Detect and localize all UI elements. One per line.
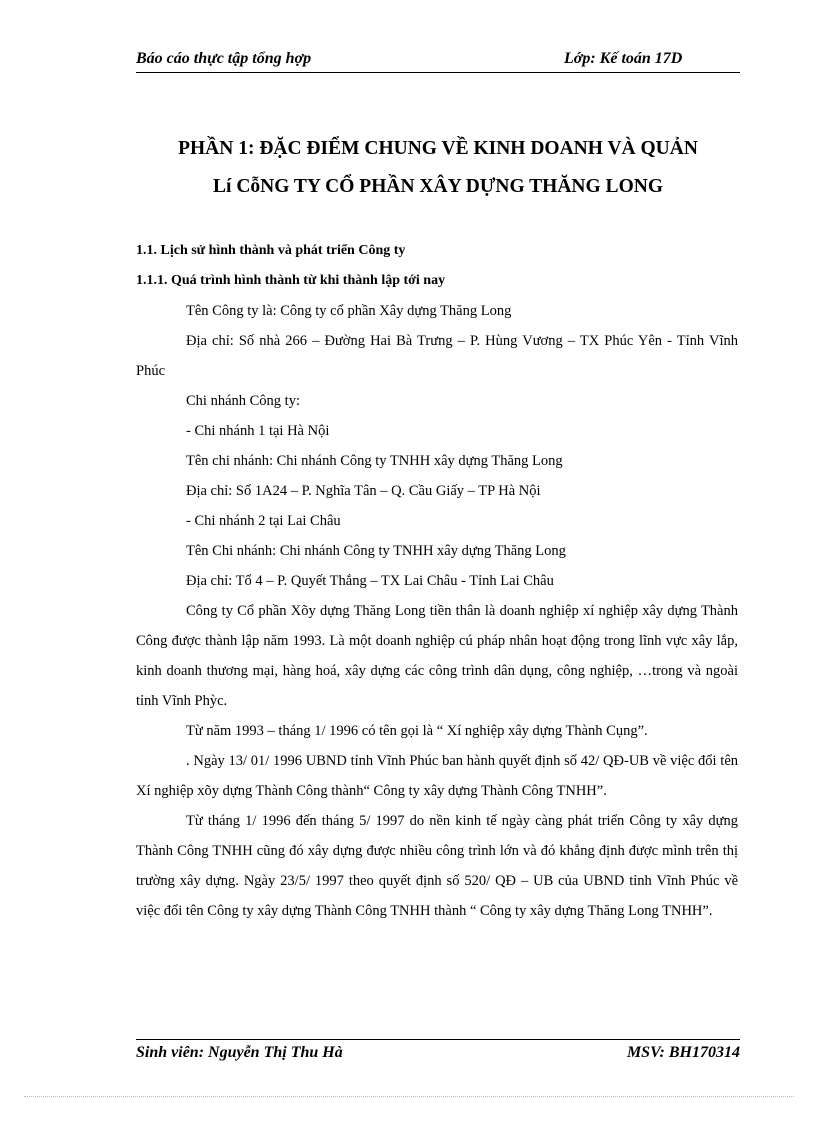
paragraph: Tên Chi nhánh: Chi nhánh Công ty TNHH xây dựng Thăng Long xyxy=(186,543,566,559)
page-boundary xyxy=(24,1096,794,1097)
paragraph: Địa chỉ: Số 1A24 – P. Nghĩa Tân – Q. Cầu Giấy – TP Hà Nội xyxy=(186,483,541,499)
subsection-heading: 1.1.1. Quá trình hình thành từ khi thành lập tới nay xyxy=(136,273,446,288)
section-heading: 1.1. Lịch sử hình thành và phát triển Công ty xyxy=(136,243,406,258)
header-report-title: Báo cáo thực tập tổng hợp xyxy=(136,50,312,67)
chapter-title-line-1: PHẦN 1: ĐẶC ĐIỂM CHUNG VỀ KINH DOANH VÀ QUẢN xyxy=(178,138,698,159)
paragraph: Từ tháng 1/ 1996 đến tháng 5/ 1997 do nền kinh tế ngày càng phát triển Công ty xây dựng Thành Công TNHH cũng đó xây dựng được nhiều công trình lớn và đó khẳng định được mình trên thị trường xây dựng. Ngày 23/5/ 1997 theo quyết định số 520/ QĐ – UB của UBND tỉnh Vĩnh Phúc về việc đổi tên Công ty xây dựng Thành Công TNHH thành “ Công ty xây dựng Thăng Long TNHH”. xyxy=(136,813,738,919)
document-body xyxy=(136,236,738,926)
page-header xyxy=(136,50,740,72)
paragraph: Địa chỉ: Tổ 4 – P. Quyết Thắng – TX Lai Châu - Tỉnh Lai Châu xyxy=(186,573,554,589)
paragraph: Chi nhánh Công ty: xyxy=(186,393,300,409)
paragraph: Tên chi nhánh: Chi nhánh Công ty TNHH xây dựng Thăng Long xyxy=(186,453,563,469)
page-footer xyxy=(136,1044,740,1066)
footer-student-name: Sinh viên: Nguyễn Thị Thu Hà xyxy=(136,1044,343,1061)
paragraph: - Chi nhánh 1 tại Hà Nội xyxy=(186,423,330,439)
footer-student-id: MSV: BH170314 xyxy=(626,1044,740,1061)
header-rule xyxy=(136,72,740,73)
paragraph: Từ năm 1993 – tháng 1/ 1996 có tên gọi là “ Xí nghiệp xây dựng Thành Cụng”. xyxy=(186,723,648,739)
chapter-title-line-2: Lí CỗNG TY CỔ PHẦN XÂY DỰNG THĂNG LONG xyxy=(213,176,663,197)
paragraph: Tên Công ty là: Công ty cổ phần Xây dựng Thăng Long xyxy=(186,303,512,319)
footer-rule xyxy=(136,1039,740,1040)
paragraph: - Chi nhánh 2 tại Lai Châu xyxy=(186,513,341,529)
header-class: Lớp: Kế toán 17D xyxy=(564,50,683,67)
paragraph: . Ngày 13/ 01/ 1996 UBND tỉnh Vĩnh Phúc ban hành quyết định số 42/ QĐ-UB về việc đổi tên Xí nghiệp xõy dựng Thành Công thành“ Công ty xây dựng Thành Công TNHH”. xyxy=(136,753,738,799)
chapter-title xyxy=(136,130,740,206)
paragraph: Địa chỉ: Số nhà 266 – Đường Hai Bà Trưng – P. Hùng Vương – TX Phúc Yên - Tỉnh Vĩnh Phúc xyxy=(136,333,738,379)
paragraph: Công ty Cổ phần Xõy dựng Thăng Long tiền thân là doanh nghiệp xí nghiệp xây dựng Thành Công được thành lập năm 1993. Là một doanh nghiệp cú pháp nhân hoạt động trong lĩnh vực xây lắp, kinh doanh thương mại, hàng hoá, xây dựng các công trình dân dụng, công nghiệp, …trong và ngoài tỉnh Vĩnh Phỳc. xyxy=(136,603,738,709)
